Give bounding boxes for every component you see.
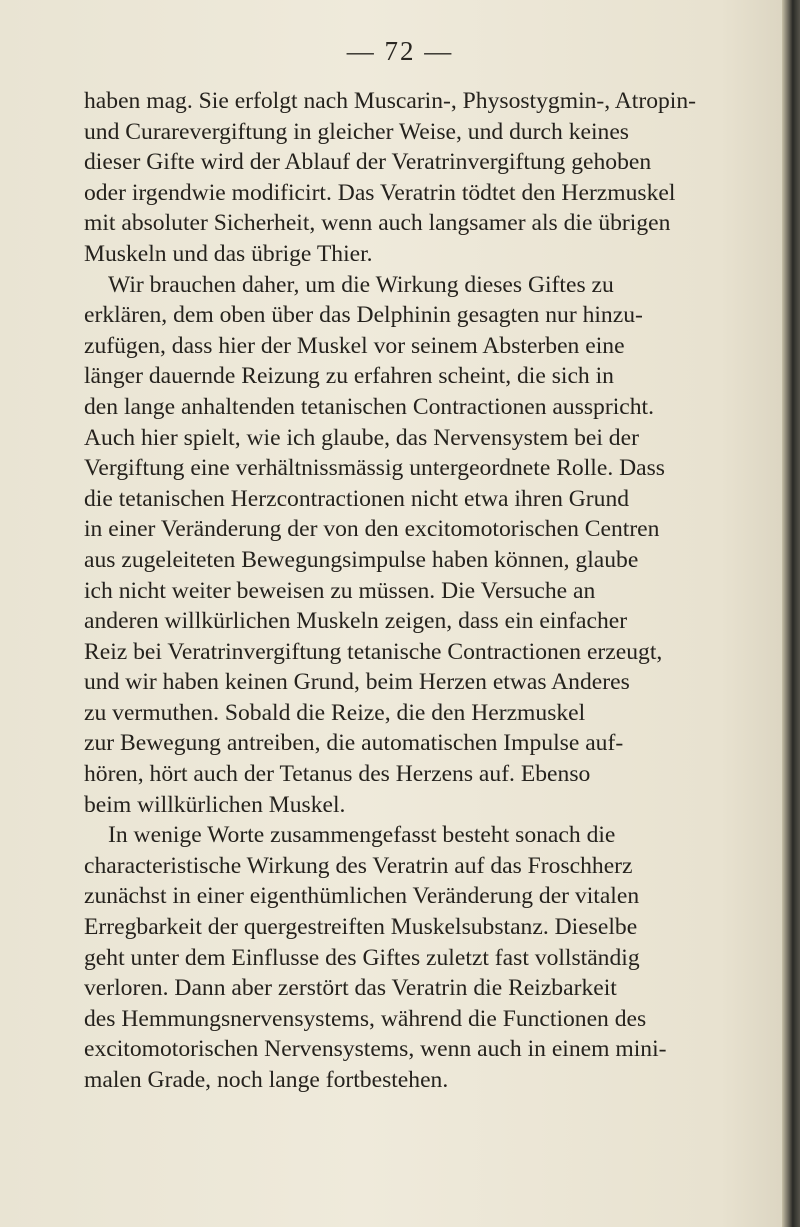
text-line: haben mag. Sie erfolgt nach Muscarin-, Physostygmin-, Atropin- <box>84 88 697 114</box>
paragraph-start-line: Wir brauchen daher, um die Wirkung dieses Giftes zu <box>108 271 614 298</box>
text-line: Reiz bei Veratrinvergiftung tetanische Contractionen erzeugt, <box>84 638 663 665</box>
text-line: erklären, dem oben über das Delphinin gesagten nur hinzu- <box>84 302 643 329</box>
text-line: geht unter dem Einflusse des Giftes zuletzt fast vollständig <box>84 944 640 971</box>
text-line: characteristische Wirkung des Veratrin auf das Froschherz <box>84 852 633 879</box>
text-line: den lange anhaltenden tetanischen Contractionen ausspricht. <box>84 393 654 420</box>
text-line: länger dauernde Reizung zu erfahren scheint, die sich in <box>84 363 614 390</box>
text-line: zur Bewegung antreiben, die automatischen Impulse auf- <box>84 730 624 757</box>
text-line: excitomotorischen Nervensystems, wenn auch in einem mini- <box>84 1036 667 1063</box>
text-line: mit absoluter Sicherheit, wenn auch langsamer als die übrigen <box>84 210 671 237</box>
text-line: die tetanischen Herzcontractionen nicht etwa ihren Grund <box>84 485 630 512</box>
text-line: ich nicht weiter beweisen zu müssen. Die Versuche an <box>84 577 596 604</box>
text-line: beim willkürlichen Muskel. <box>84 791 346 818</box>
page-edge-shadow <box>782 0 800 1227</box>
text-line: malen Grade, noch lange fortbestehen. <box>84 1067 449 1093</box>
text-line: oder irgendwie modificirt. Das Veratrin tödtet den Herzmuskel <box>84 179 676 206</box>
text-line: anderen willkürlichen Muskeln zeigen, dass ein einfacher <box>84 608 628 635</box>
body-text <box>84 86 702 1096</box>
text-line: hören, hört auch der Tetanus des Herzens auf. Ebenso <box>84 761 591 788</box>
text-line: verloren. Dann aber zerstört das Veratrin die Reizbarkeit <box>84 975 617 1002</box>
text-line: dieser Gifte wird der Ablauf der Veratrinvergiftung gehoben <box>84 149 652 176</box>
text-line: zufügen, dass hier der Muskel vor seinem Absterben eine <box>84 332 625 359</box>
text-line: in einer Veränderung der von den excitomotorischen Centren <box>84 516 660 543</box>
text-line: des Hemmungsnervensystems, während die Functionen des <box>84 1005 647 1032</box>
text-line: Vergiftung eine verhältnissmässig untergeordnete Rolle. Dass <box>84 455 665 482</box>
text-line: zunächst in einer eigenthümlichen Veränderung der vitalen <box>84 883 640 910</box>
text-line: Auch hier spielt, wie ich glaube, das Nervensystem bei der <box>84 424 639 451</box>
text-line: und wir haben keinen Grund, beim Herzen etwas Anderes <box>84 669 630 696</box>
text-line: Muskeln und das übrige Thier. <box>84 240 373 267</box>
text-line: aus zugeleiteten Bewegungsimpulse haben können, glaube <box>84 546 639 573</box>
text-line: zu vermuthen. Sobald die Reize, die den Herzmuskel <box>84 699 586 726</box>
text-line: und Curarevergiftung in gleicher Weise, und durch keines <box>84 118 629 145</box>
page-number: — 72 — <box>346 36 454 66</box>
paragraph-start-line: In wenige Worte zusammengefasst besteht sonach die <box>108 822 616 849</box>
text-line: Erregbarkeit der quergestreiften Muskelsubstanz. Dieselbe <box>84 914 638 941</box>
